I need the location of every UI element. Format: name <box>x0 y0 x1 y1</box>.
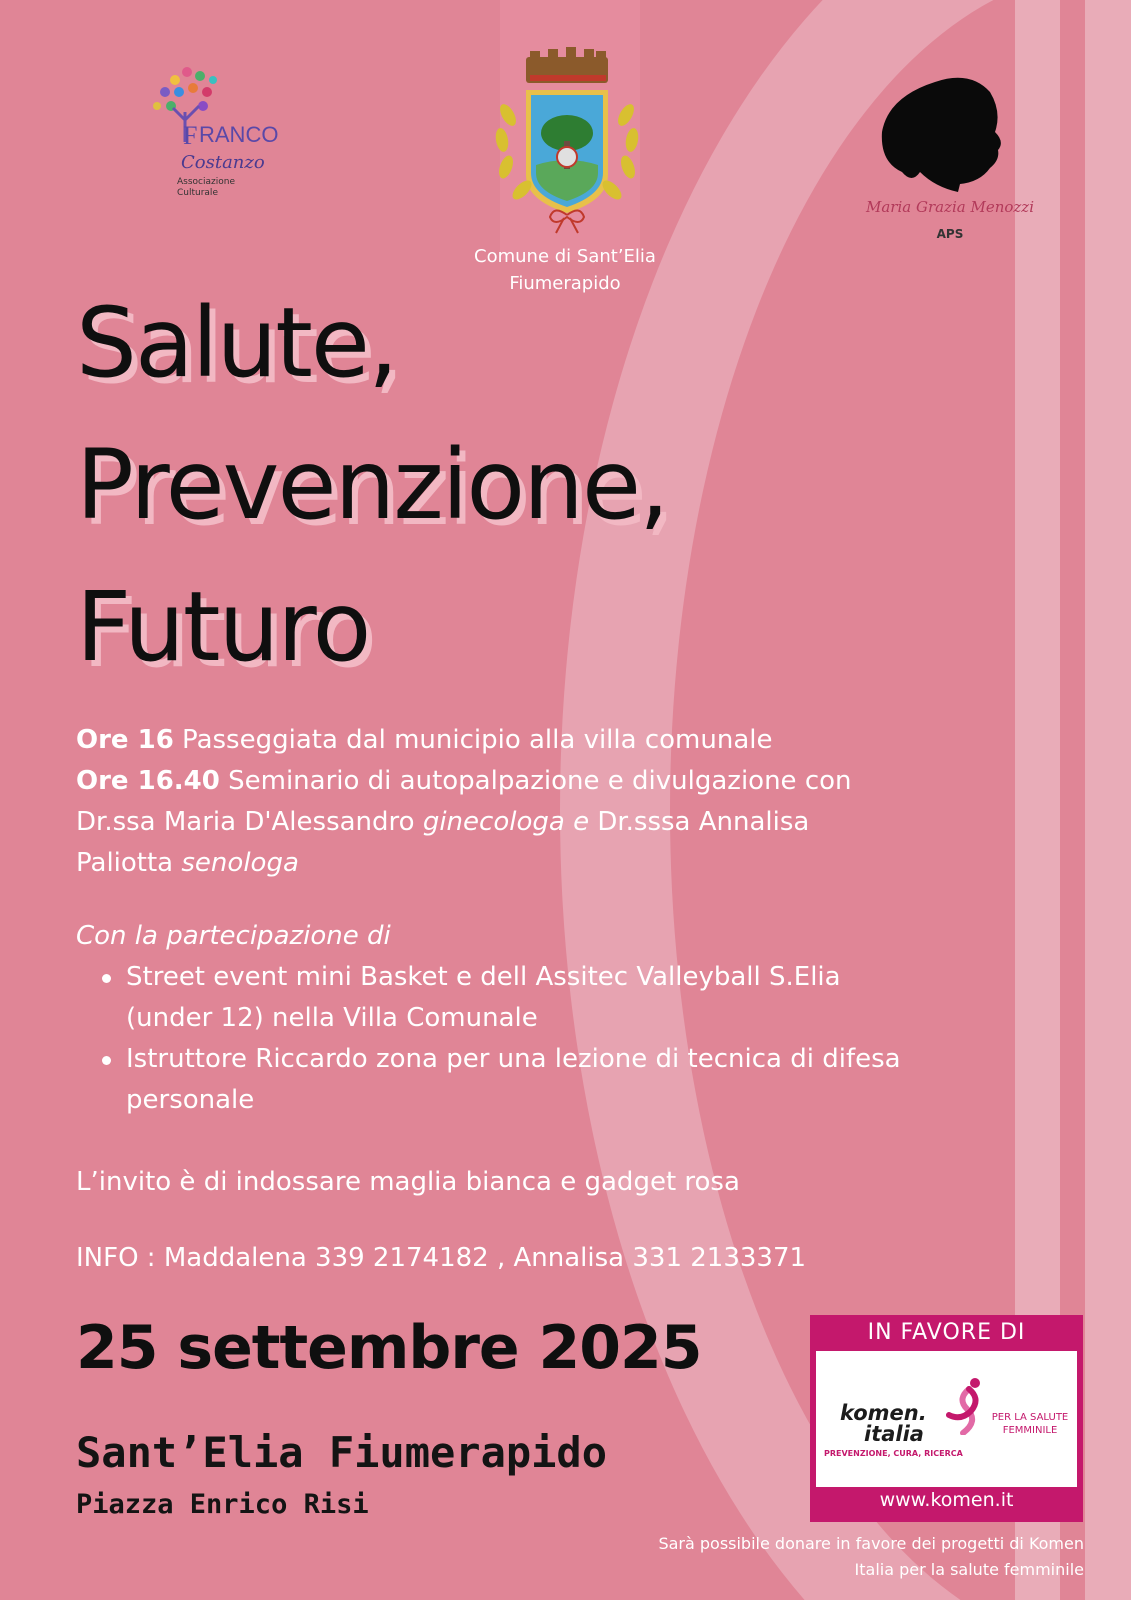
komen-tagline: PREVENZIONE, CURA, RICERCA <box>824 1449 963 1458</box>
contact-info: INFO : Maddalena 339 2174182 , Annalisa 331 2133371 <box>76 1243 807 1273</box>
komen-sponsor-box <box>810 1315 1083 1522</box>
list-item <box>126 957 906 1039</box>
page-title <box>76 272 668 698</box>
komen-logo-panel <box>816 1351 1077 1487</box>
list-item-text: Street event mini Basket e dell Assitec Valleyball S.Elia (under 12) nella Villa Comunale <box>126 962 841 1033</box>
bullet-icon <box>102 974 111 983</box>
schedule-item-2 <box>76 761 896 884</box>
list-item <box>126 1039 906 1121</box>
bullet-icon <box>102 1056 111 1065</box>
title-line-3: Futuro <box>76 571 370 683</box>
franco-name: RANCO <box>199 122 279 147</box>
event-place: Sant’Elia Fiumerapido <box>76 1428 608 1477</box>
aps-signature: Maria Grazia Menozzi <box>865 198 1035 216</box>
franco-subtitle-2: Culturale <box>177 188 218 198</box>
schedule-time-1: Ore 16 <box>76 725 174 755</box>
participation-intro: Con la partecipazione di <box>76 921 391 951</box>
schedule-role-2: senologa <box>181 848 299 878</box>
komen-logo-word-1: komen. <box>840 1401 927 1425</box>
profile-silhouette-icon <box>882 78 1001 192</box>
svg-text:F: F <box>183 121 198 150</box>
title-line-2: Prevenzione, <box>76 429 668 541</box>
schedule <box>76 720 896 884</box>
komen-header: IN FAVORE DI <box>867 1320 1026 1345</box>
event-address: Piazza Enrico Risi <box>76 1489 369 1520</box>
komen-url[interactable]: www.komen.it <box>879 1489 1014 1511</box>
schedule-item-1 <box>76 720 896 761</box>
franco-costanzo-logo <box>145 62 285 212</box>
franco-surname: Costanzo <box>181 152 265 173</box>
franco-subtitle-1: Associazione <box>177 177 235 187</box>
list-item-text: Istruttore Riccardo zona per una lezione di tecnica di difesa personale <box>126 1044 901 1115</box>
comune-caption-line2: Fiumerapido <box>509 273 621 294</box>
pink-ribbon-icon <box>943 1375 989 1435</box>
schedule-text-1: Passeggiata dal municipio alla villa comunale <box>173 725 773 755</box>
aps-silhouette-logo <box>840 72 1060 252</box>
title-line-1: Salute, <box>76 287 397 399</box>
schedule-text-2: Seminario di autopalpazione e divulgazione con Dr.ssa Maria D'Alessandro <box>76 766 852 837</box>
participation-list <box>76 957 906 1121</box>
ribbon-icon <box>550 210 584 233</box>
komen-logo-word-2: italia <box>864 1422 924 1446</box>
donation-note: Sarà possibile donare in favore dei progetti di Komen Italia per la salute femminile <box>658 1534 1084 1579</box>
participation-section <box>76 916 906 1121</box>
komen-salute-text: PER LA SALUTE FEMMINILE <box>991 1412 1069 1436</box>
aps-label: APS <box>936 227 964 241</box>
comune-coat-of-arms <box>478 45 656 240</box>
event-date: 25 settembre 2025 <box>76 1313 702 1383</box>
schedule-role-1: ginecologa e <box>422 807 590 837</box>
schedule-time-2: Ore 16.40 <box>76 766 220 796</box>
schedule-text-3: Dr.sssa Annalisa Paliotta <box>76 807 810 878</box>
comune-caption-line1: Comune di Sant’Elia <box>474 246 656 267</box>
crown-icon <box>526 47 608 83</box>
shield-icon <box>526 90 608 213</box>
dress-code-invite: L’invito è di indossare maglia bianca e gadget rosa <box>76 1167 740 1197</box>
